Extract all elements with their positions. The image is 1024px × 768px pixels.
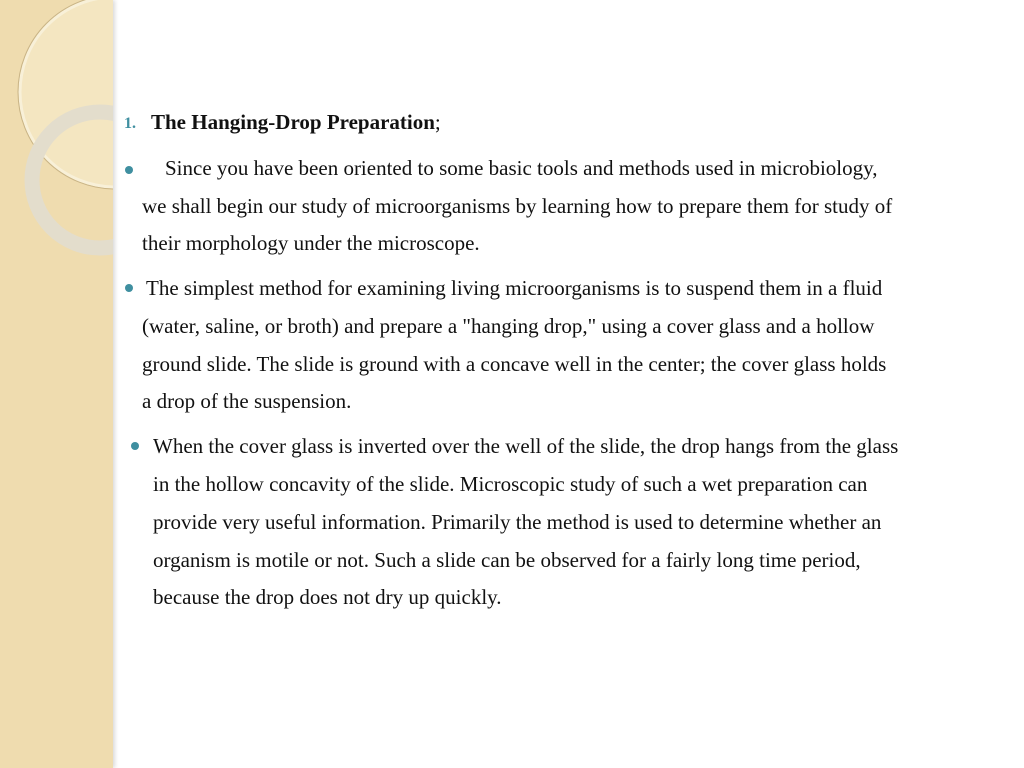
paragraph-line: a drop of the suspension.: [142, 389, 352, 413]
circle-decoration: [0, 0, 113, 768]
paragraph-line: in the hollow concavity of the slide. Microscopic study of such a wet preparation can: [153, 472, 868, 496]
paragraph-line: The simplest method for examining living microorganisms is to suspend them in a fluid: [146, 276, 883, 300]
paragraph-line: Since you have been oriented to some basic tools and methods used in microbiology,: [165, 156, 878, 180]
paragraph-line: we shall begin our study of microorganisms by learning how to prepare them for study of: [142, 194, 893, 218]
heading-number: 1.: [124, 115, 136, 132]
paragraph-line: ground slide. The slide is ground with a concave well in the center; the cover glass holds: [142, 352, 887, 376]
heading-title: The Hanging-Drop Preparation: [151, 110, 435, 134]
heading-suffix: ;: [434, 110, 441, 134]
bullet-icon: [125, 166, 133, 174]
bullet-icon: [131, 442, 139, 450]
paragraph-line: organism is motile or not. Such a slide can be observed for a fairly long time period,: [153, 548, 861, 572]
paragraph-line: provide very useful information. Primarily the method is used to determine whether an: [153, 510, 882, 534]
paragraph-line: their morphology under the microscope.: [142, 231, 480, 255]
bullet-icon: [125, 284, 133, 292]
paragraph-line: because the drop does not dry up quickly.: [153, 585, 502, 609]
paragraph-line: (water, saline, or broth) and prepare a "hanging drop," using a cover glass and a hollow: [142, 314, 875, 338]
decorative-sidebar: [0, 0, 113, 768]
slide-heading: [151, 110, 441, 135]
paragraph-line: When the cover glass is inverted over the well of the slide, the drop hangs from the glass: [153, 434, 899, 458]
